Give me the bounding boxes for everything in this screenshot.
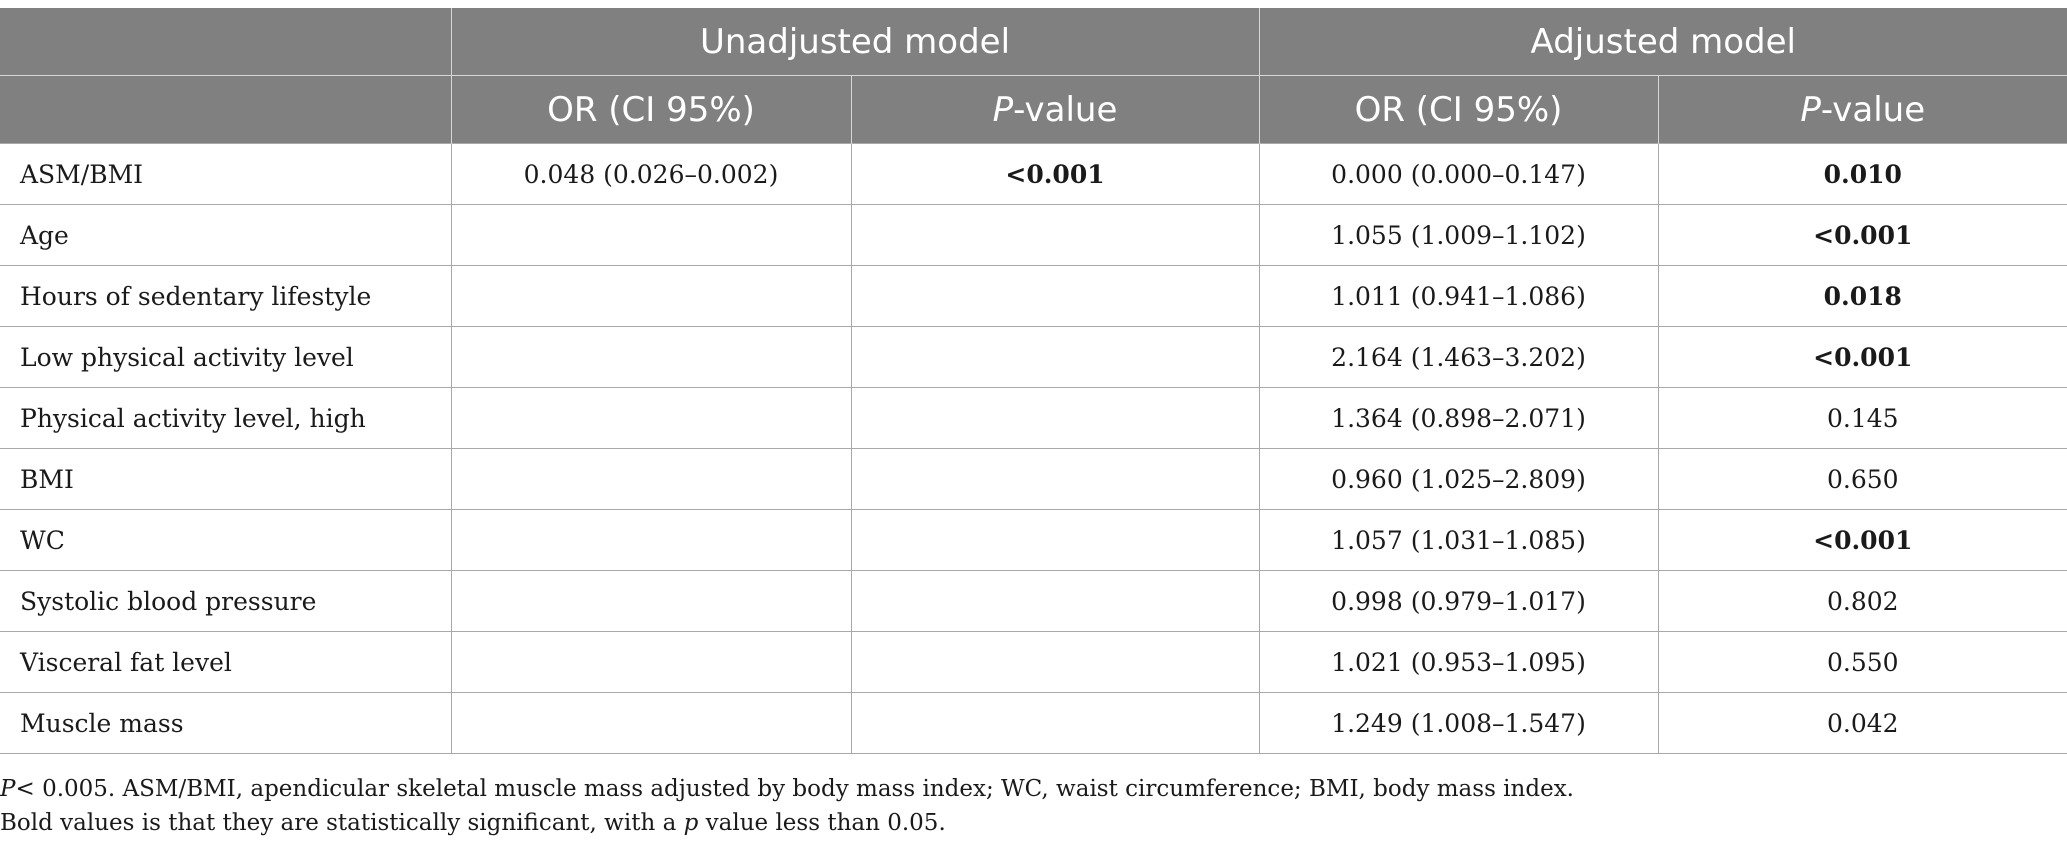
unadjusted-or-cell: 0.048 (0.026–0.002) xyxy=(451,144,851,205)
adjusted-or-cell: 2.164 (1.463–3.202) xyxy=(1259,327,1658,388)
table-row xyxy=(0,632,2067,693)
table-body xyxy=(0,144,2067,754)
row-label: Hours of sedentary lifestyle xyxy=(0,266,451,327)
sub-header-row xyxy=(0,76,2067,144)
adjusted-or-cell: 0.998 (0.979–1.017) xyxy=(1259,571,1658,632)
footnote-bold-text-a: Bold values is that they are statistically significant, with a xyxy=(0,810,684,836)
unadjusted-p-cell xyxy=(851,693,1259,754)
sub-header-blank xyxy=(0,76,451,144)
unadjusted-p-cell xyxy=(851,388,1259,449)
adjusted-or-cell: 0.000 (0.000–0.147) xyxy=(1259,144,1658,205)
odds-ratio-table xyxy=(0,8,2067,754)
table-row xyxy=(0,510,2067,571)
adjusted-or-cell: 1.055 (1.009–1.102) xyxy=(1259,205,1658,266)
p-value-suffix: -value xyxy=(1820,89,1926,130)
unadjusted-p-cell xyxy=(851,205,1259,266)
sub-header-adjusted-p xyxy=(1658,76,2067,144)
footnote-abbreviations xyxy=(0,772,1574,806)
adjusted-p-cell: 0.650 xyxy=(1658,449,2067,510)
unadjusted-p-cell xyxy=(851,510,1259,571)
row-label: Age xyxy=(0,205,451,266)
adjusted-p-cell: <0.001 xyxy=(1658,205,2067,266)
adjusted-p-cell: <0.001 xyxy=(1658,327,2067,388)
adjusted-or-cell: 0.960 (1.025–2.809) xyxy=(1259,449,1658,510)
footnote-p-italic: p xyxy=(683,810,699,836)
adjusted-p-cell: 0.550 xyxy=(1658,632,2067,693)
unadjusted-or-cell xyxy=(451,632,851,693)
adjusted-p-cell: 0.042 xyxy=(1658,693,2067,754)
row-label: Visceral fat level xyxy=(0,632,451,693)
unadjusted-or-cell xyxy=(451,449,851,510)
row-label: WC xyxy=(0,510,451,571)
sub-header-unadjusted-or: OR (CI 95%) xyxy=(451,76,851,144)
table-row xyxy=(0,144,2067,205)
row-label: Physical activity level, high xyxy=(0,388,451,449)
table-row xyxy=(0,266,2067,327)
unadjusted-or-cell xyxy=(451,266,851,327)
adjusted-p-cell: 0.145 xyxy=(1658,388,2067,449)
adjusted-or-cell: 1.364 (0.898–2.071) xyxy=(1259,388,1658,449)
table-row xyxy=(0,449,2067,510)
group-header-row xyxy=(0,8,2067,76)
unadjusted-p-cell xyxy=(851,449,1259,510)
row-label: Systolic blood pressure xyxy=(0,571,451,632)
group-header-blank xyxy=(0,8,451,76)
adjusted-p-cell: 0.802 xyxy=(1658,571,2067,632)
sub-header-adjusted-or: OR (CI 95%) xyxy=(1259,76,1658,144)
unadjusted-p-cell xyxy=(851,327,1259,388)
adjusted-p-cell: <0.001 xyxy=(1658,510,2067,571)
table-row xyxy=(0,571,2067,632)
adjusted-or-cell: 1.057 (1.031–1.085) xyxy=(1259,510,1658,571)
table-footnotes xyxy=(0,772,1574,840)
table-row xyxy=(0,693,2067,754)
unadjusted-or-cell xyxy=(451,510,851,571)
unadjusted-or-cell xyxy=(451,205,851,266)
row-label: BMI xyxy=(0,449,451,510)
adjusted-p-cell: 0.010 xyxy=(1658,144,2067,205)
footnote-bold-text-b: value less than 0.05. xyxy=(698,810,946,836)
unadjusted-or-cell xyxy=(451,327,851,388)
p-italic-letter: P xyxy=(992,89,1014,130)
group-header-adjusted: Adjusted model xyxy=(1259,8,2067,76)
adjusted-or-cell: 1.011 (0.941–1.086) xyxy=(1259,266,1658,327)
table-header xyxy=(0,8,2067,144)
sub-header-unadjusted-p xyxy=(851,76,1259,144)
footnote-p-symbol: P xyxy=(0,776,16,802)
table-row xyxy=(0,388,2067,449)
results-table-container xyxy=(0,8,2067,754)
footnote-abbreviations-text: < 0.005. ASM/BMI, apendicular skeletal muscle mass adjusted by body mass index; WC, waist circumference; BMI, body mass index. xyxy=(15,776,1574,802)
adjusted-or-cell: 1.249 (1.008–1.547) xyxy=(1259,693,1658,754)
adjusted-p-cell: 0.018 xyxy=(1658,266,2067,327)
adjusted-or-cell: 1.021 (0.953–1.095) xyxy=(1259,632,1658,693)
table-row xyxy=(0,327,2067,388)
p-italic-letter: P xyxy=(1800,89,1821,130)
table-row xyxy=(0,205,2067,266)
unadjusted-p-cell xyxy=(851,632,1259,693)
unadjusted-p-cell xyxy=(851,266,1259,327)
unadjusted-or-cell xyxy=(451,693,851,754)
row-label: Low physical activity level xyxy=(0,327,451,388)
footnote-bold-explanation xyxy=(0,806,1574,840)
row-label: Muscle mass xyxy=(0,693,451,754)
unadjusted-or-cell xyxy=(451,388,851,449)
group-header-unadjusted: Unadjusted model xyxy=(451,8,1259,76)
unadjusted-p-cell: <0.001 xyxy=(851,144,1259,205)
row-label: ASM/BMI xyxy=(0,144,451,205)
unadjusted-or-cell xyxy=(451,571,851,632)
p-value-suffix: -value xyxy=(1013,89,1118,130)
unadjusted-p-cell xyxy=(851,571,1259,632)
